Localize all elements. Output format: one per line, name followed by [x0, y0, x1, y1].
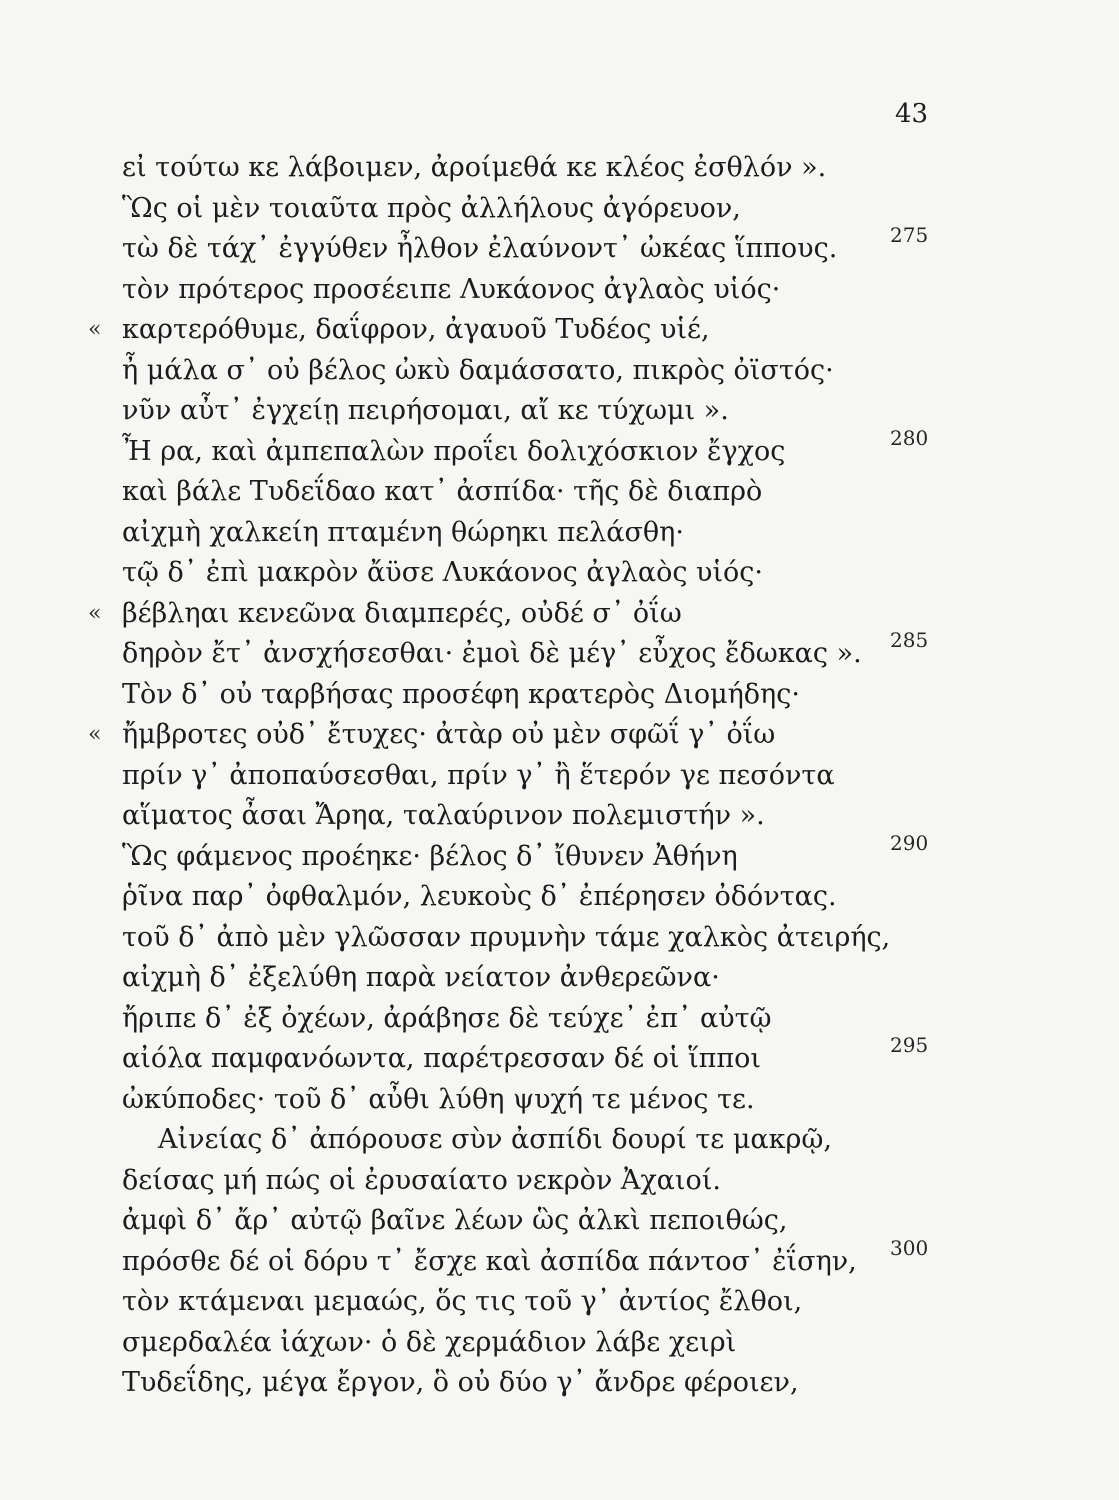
verse-line	[0, 920, 1119, 961]
verse-line	[0, 879, 1119, 920]
verse-line	[0, 798, 1119, 839]
line-number: 275	[890, 223, 929, 247]
verse-text: τὼ δὲ τάχ᾽ ἐγγύθεν ἦλθον ἐλαύνοντ᾽ ὠκέας ἵππους.	[122, 233, 838, 264]
verse-line	[0, 1203, 1119, 1244]
verse-line	[0, 223, 1119, 272]
line-number: 285	[890, 628, 929, 652]
verse-line	[0, 353, 1119, 394]
verse-text: τοῦ δ᾽ ἀπὸ μὲν γλῶσσαν πρυμνὴν τάμε χαλκὸς ἀτειρής,	[122, 921, 891, 953]
verse-line	[0, 1001, 1119, 1042]
verse-text: ῥῖνα παρ᾽ ὀφθαλμόν, λευκοὺς δ᾽ ἐπέρησεν ὀδόντας.	[122, 881, 837, 912]
verse-line	[0, 312, 1119, 353]
verse-text: Αἰνείας δ᾽ ἀπόρουσε σὺν ἀσπίδι δουρί τε μακρῷ,	[158, 1124, 832, 1155]
verse-text: πρόσθε δέ οἱ δόρυ τ᾽ ἔσχε καὶ ἀσπίδα πάντοσ᾽ ἐΐσην,	[122, 1245, 857, 1277]
verse-text: τῷ δ᾽ ἐπὶ μακρὸν ἄϋσε Λυκάονος ἀγλαὸς υἱός·	[122, 557, 763, 588]
verse-line	[0, 1284, 1119, 1325]
verse-line	[0, 596, 1119, 637]
verse-text: ἦ μάλα σ᾽ οὐ βέλος ὠκὺ δαμάσσατο, πικρὸς ὀϊστός·	[122, 354, 834, 386]
verse-text: δηρὸν ἔτ᾽ ἀνσχήσεσθαι· ἐμοὶ δὲ μέγ᾽ εὖχος ἔδωκας ».	[122, 638, 862, 669]
verse-line	[0, 191, 1119, 232]
verse-text: Ἦ ρα, καὶ ἀμπεπαλὼν προΐει δολιχόσκιον ἔγχος	[122, 435, 786, 467]
verse-text: ἀμφὶ δ᾽ ἄρ᾽ αὐτῷ βαῖνε λέων ὣς ἀλκὶ πεποιθώς,	[122, 1205, 788, 1236]
verse-text: ἤμβροτες οὐδ᾽ ἔτυχες· ἀτὰρ οὐ μὲν σφῶΐ γ᾽ ὀΐω	[122, 719, 776, 750]
verse-text: αἵματος ἆσαι Ἄρηα, ταλαύρινον πολεμιστήν ».	[122, 800, 765, 831]
quote-mark: «	[88, 317, 102, 342]
verse-line	[0, 425, 1119, 475]
line-number: 280	[890, 425, 929, 450]
verse-text: τὸν πρότερος προσέειπε Λυκάονος ἀγλαὸς υἱός·	[122, 273, 781, 305]
verse-line	[0, 150, 1119, 191]
verse-text: πρίν γ᾽ ἀποπαύσεσθαι, πρίν γ᾽ ἢ ἕτερόν γε πεσόντα	[122, 759, 835, 791]
line-number: 290	[890, 830, 929, 855]
quote-mark: «	[88, 600, 102, 626]
verse-text: νῦν αὖτ᾽ ἐγχείῃ πειρήσομαι, αἴ κε τύχωμι ».	[122, 395, 729, 426]
quote-mark: «	[88, 722, 102, 747]
verse-text: αἰόλα παμφανόωντα, παρέτρεσσαν δέ οἱ ἵπποι	[122, 1043, 761, 1074]
verse-text: ὠκύποδες· τοῦ δ᾽ αὖθι λύθη ψυχή τε μένος τε.	[122, 1083, 755, 1115]
verse-text: εἰ τούτω κε λάβοιμεν, ἀροίμεθά κε κλέος ἐσθλόν ».	[122, 152, 827, 183]
verse-text: σμερδαλέα ἰάχων· ὁ δὲ χερμάδιον λάβε χειρὶ	[122, 1326, 737, 1358]
verse-text: αἰχμὴ δ᾽ ἐξελύθη παρὰ νείατον ἀνθερεῶνα·	[122, 962, 720, 993]
line-number: 295	[890, 1033, 929, 1057]
verse-text: Ὣς φάμενος προέηκε· βέλος δ᾽ ἴθυνεν Ἀθήνη	[122, 840, 738, 872]
verse-line	[0, 393, 1119, 434]
verse-text: βέβληαι κενεῶνα διαμπερές, οὐδέ σ᾽ ὀΐω	[122, 597, 682, 629]
verse-line	[0, 717, 1119, 758]
verse-line	[0, 1365, 1119, 1406]
page-number: 43	[895, 99, 929, 129]
verse-text: τὸν κτάμεναι μεμαώς, ὅς τις τοῦ γ᾽ ἀντίος ἔλθοι,	[122, 1286, 803, 1317]
verse-text: καρτερόθυμε, δαΐφρον, ἀγαυοῦ Τυδέος υἱέ,	[122, 314, 710, 345]
verse-line	[0, 474, 1119, 515]
verse-line	[0, 830, 1119, 880]
verse-line	[0, 628, 1119, 677]
verse-block	[0, 150, 1119, 1406]
verse-text: δείσας μή πώς οἱ ἐρυσαίατο νεκρὸν Ἀχαιοί.	[122, 1164, 721, 1196]
verse-line	[0, 1082, 1119, 1123]
verse-line	[0, 1122, 1119, 1163]
verse-line	[0, 960, 1119, 1001]
verse-text: Ὣς οἱ μὲν τοιαῦτα πρὸς ἀλλήλους ἀγόρευον,	[122, 192, 741, 224]
verse-line	[0, 1033, 1119, 1082]
verse-line	[0, 515, 1119, 556]
verse-text: Τὸν δ᾽ οὐ ταρβήσας προσέφη κρατερὸς Διομήδης·	[122, 678, 800, 710]
verse-text: αἰχμὴ χαλκείη πταμένη θώρηκι πελάσθη·	[122, 516, 684, 548]
line-number: 300	[890, 1235, 929, 1260]
verse-line	[0, 272, 1119, 313]
verse-text: καὶ βάλε Τυδεΐδαο κατ᾽ ἀσπίδα· τῆς δὲ διαπρὸ	[122, 476, 763, 507]
verse-line	[0, 1235, 1119, 1285]
verse-line	[0, 555, 1119, 596]
verse-line	[0, 1325, 1119, 1366]
verse-line	[0, 677, 1119, 718]
verse-line	[0, 1163, 1119, 1204]
verse-text: ἤριπε δ᾽ ἐξ ὀχέων, ἀράβησε δὲ τεύχε᾽ ἐπ᾽ αὐτῷ	[122, 1002, 772, 1034]
verse-line	[0, 758, 1119, 799]
verse-text: Τυδεΐδης, μέγα ἔργον, ὃ οὐ δύο γ᾽ ἄνδρε φέροιεν,	[122, 1367, 799, 1398]
